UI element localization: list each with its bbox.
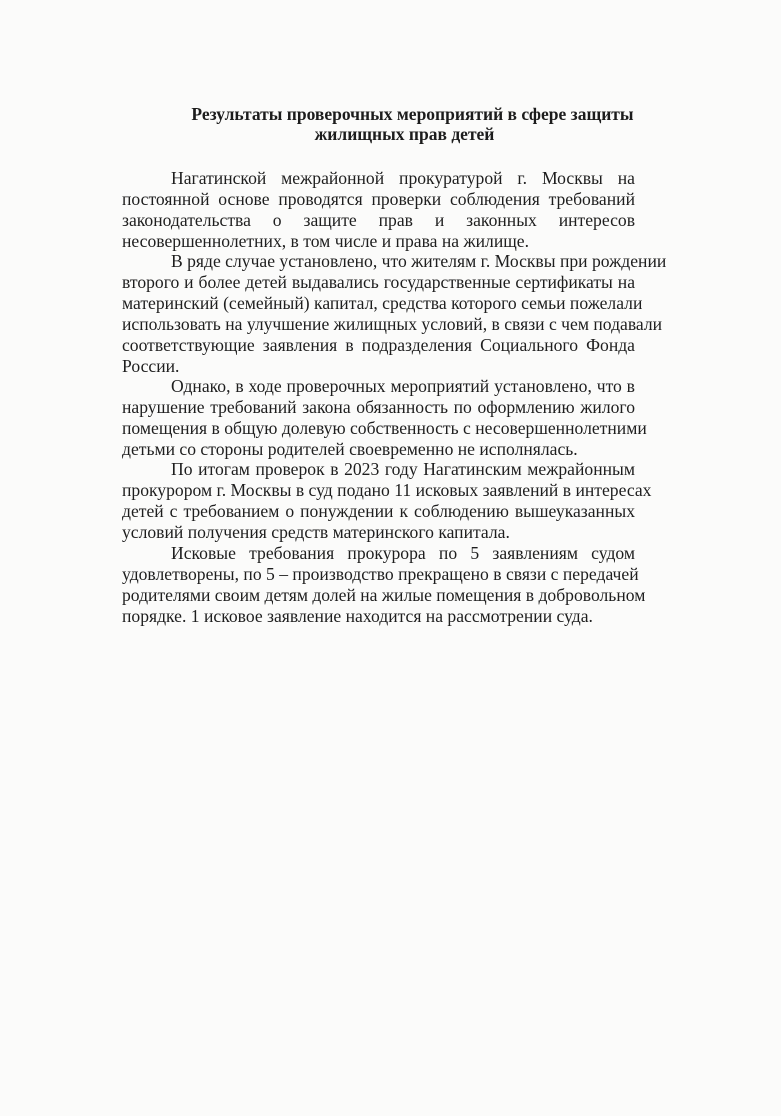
paragraph-3-line-2: нарушение требований закона обязанность по оформлению жилого — [122, 397, 635, 417]
paragraph-3-line-4: детьми со стороны родителей своевременно не исполнялась. — [122, 439, 578, 459]
paragraph-2-line-5: соответствующие заявления в подразделения Социального Фонда — [122, 335, 635, 355]
paragraph-5-line-3: родителями своим детям долей на жилые помещения в добровольном — [122, 585, 646, 605]
paragraph-2-line-1: В ряде случае установлено, что жителям г. Москвы при рождении — [171, 251, 667, 271]
paragraph-2-line-3: материнский (семейный) капитал, средства которого семьи пожелали — [122, 293, 643, 313]
paragraph-1-line-4: несовершеннолетних, в том числе и права на жилище. — [122, 231, 530, 251]
paragraph-3-line-1: Однако, в ходе проверочных мероприятий установлено, что в — [171, 376, 635, 396]
paragraph-1-line-2: постоянной основе проводятся проверки соблюдения требований — [122, 189, 635, 209]
paragraph-4-line-2: прокурором г. Москвы в суд подано 11 исковых заявлений в интересах — [122, 480, 652, 500]
paragraph-4-line-1: По итогам проверок в 2023 году Нагатинским межрайонным — [171, 459, 635, 479]
paragraph-2-line-6: России. — [122, 356, 180, 376]
paragraph-1-line-3: законодательства о защите прав и законных интересов — [122, 210, 635, 230]
paragraph-2-line-2: второго и более детей выдавались государственные сертификаты на — [122, 272, 635, 292]
paragraph-5-line-1: Исковые требования прокурора по 5 заявлениям судом — [171, 543, 635, 563]
paragraph-2-line-4: использовать на улучшение жилищных условий, в связи с чем подавали — [122, 314, 663, 334]
document-title-line-2: жилищных прав детей — [314, 124, 495, 144]
paragraph-5-line-4: порядке. 1 исковое заявление находится на рассмотрении суда. — [122, 606, 593, 626]
paragraph-1-line-1: Нагатинской межрайонной прокуратурой г. Москвы на — [171, 168, 635, 188]
paragraph-4-line-4: условий получения средств материнского капитала. — [122, 522, 510, 542]
paragraph-4-line-3: детей с требованием о понуждении к соблюдению вышеуказанных — [122, 501, 635, 521]
paragraph-3-line-3: помещения в общую долевую собственность с несовершеннолетними — [122, 418, 647, 438]
document-title-line-1: Результаты проверочных мероприятий в сфере защиты — [191, 104, 634, 124]
paragraph-5-line-2: удовлетворены, по 5 – производство прекращено в связи с передачей — [122, 564, 639, 584]
